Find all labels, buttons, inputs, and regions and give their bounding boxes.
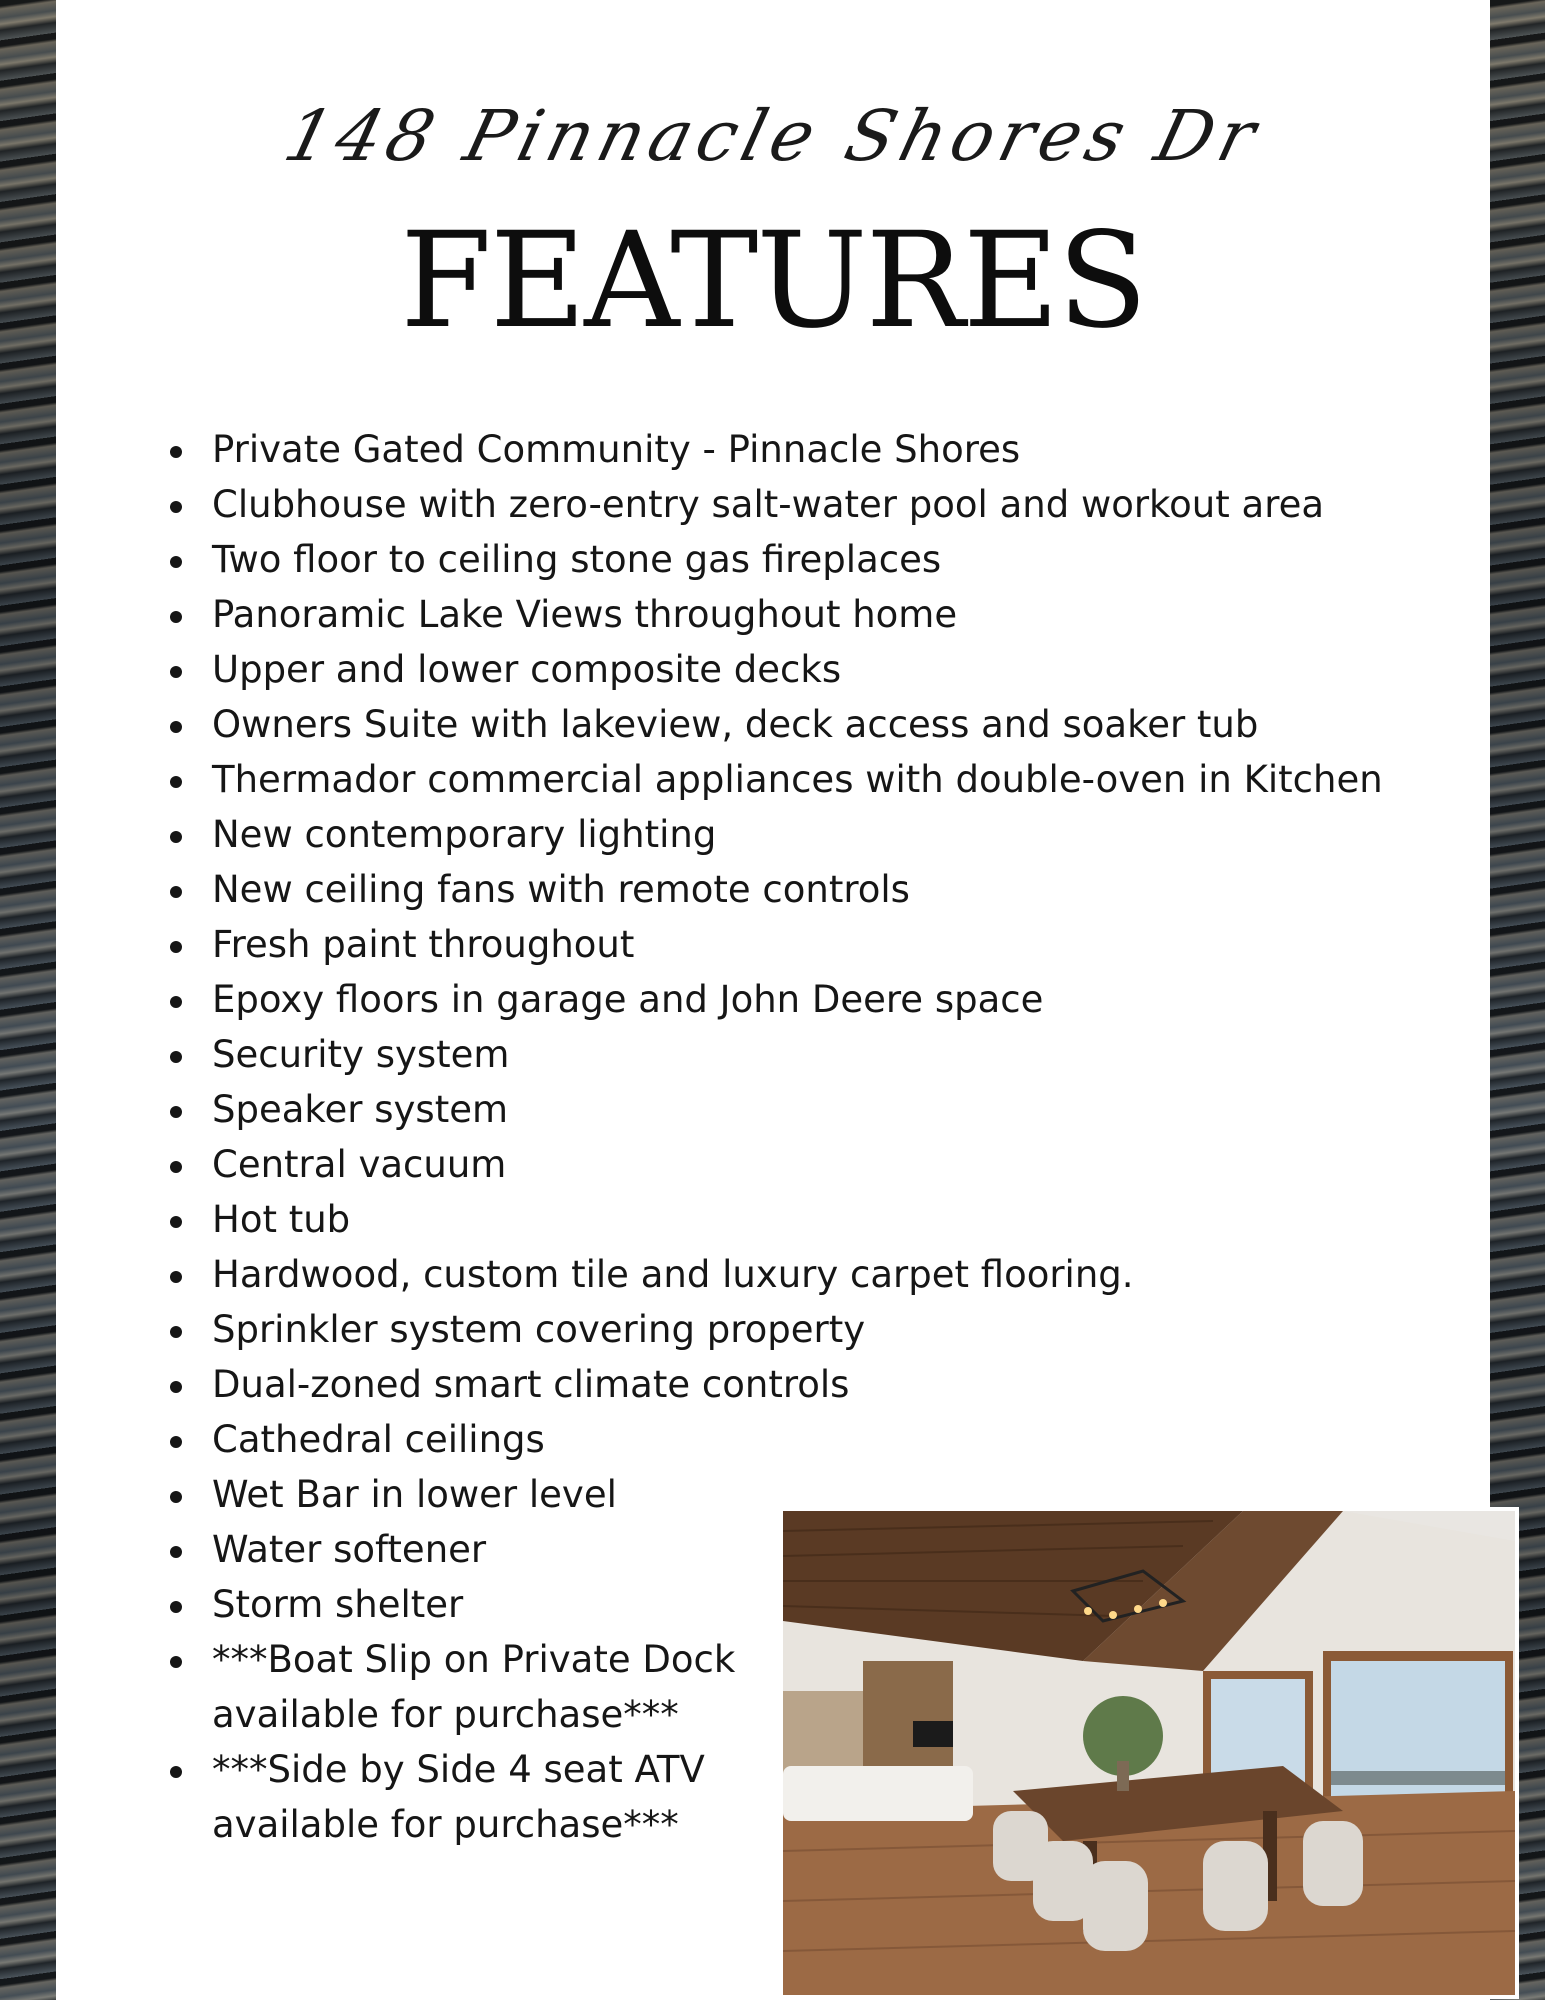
address-heading: 148 Pinnacle Shores Dr	[276, 95, 1270, 177]
dining-room-illustration	[783, 1511, 1515, 1995]
feature-item: Speaker system	[156, 1082, 1456, 1137]
feature-item: Thermador commercial appliances with double-oven in Kitchen	[156, 752, 1412, 807]
feature-item: Two floor to ceiling stone gas fireplaces	[156, 532, 1456, 587]
feature-item: Private Gated Community - Pinnacle Shores	[156, 422, 1456, 477]
feature-item: ***Side by Side 4 seat ATV available for purchase***	[156, 1742, 772, 1852]
dining-room-photo	[783, 1511, 1515, 1995]
feature-item: Central vacuum	[156, 1137, 1456, 1192]
feature-item: Cathedral ceilings	[156, 1412, 1456, 1467]
feature-item: New ceiling fans with remote controls	[156, 862, 1456, 917]
feature-item: Owners Suite with lakeview, deck access and soaker tub	[156, 697, 1456, 752]
feature-item: Clubhouse with zero-entry salt-water pool and workout area	[156, 477, 1456, 532]
water-background-left	[0, 0, 56, 2000]
feature-item: Fresh paint throughout	[156, 917, 1456, 972]
feature-item: Sprinkler system covering property	[156, 1302, 1456, 1357]
feature-item: ***Boat Slip on Private Dock available for purchase***	[156, 1632, 772, 1742]
feature-item: Water softener	[156, 1522, 1456, 1577]
page-title: FEATURES	[400, 204, 1146, 358]
feature-item: Hot tub	[156, 1192, 1456, 1247]
feature-item: Storm shelter	[156, 1577, 1456, 1632]
feature-item: Wet Bar in lower level	[156, 1467, 1456, 1522]
feature-item: Dual-zoned smart climate controls	[156, 1357, 1456, 1412]
feature-item: Epoxy floors in garage and John Deere space	[156, 972, 1456, 1027]
feature-item: Hardwood, custom tile and luxury carpet flooring.	[156, 1247, 1456, 1302]
feature-item: Security system	[156, 1027, 1456, 1082]
interior-photo-frame	[779, 1507, 1519, 1999]
feature-item: Panoramic Lake Views throughout home	[156, 587, 1456, 642]
feature-item: New contemporary lighting	[156, 807, 1456, 862]
feature-item: Upper and lower composite decks	[156, 642, 1456, 697]
